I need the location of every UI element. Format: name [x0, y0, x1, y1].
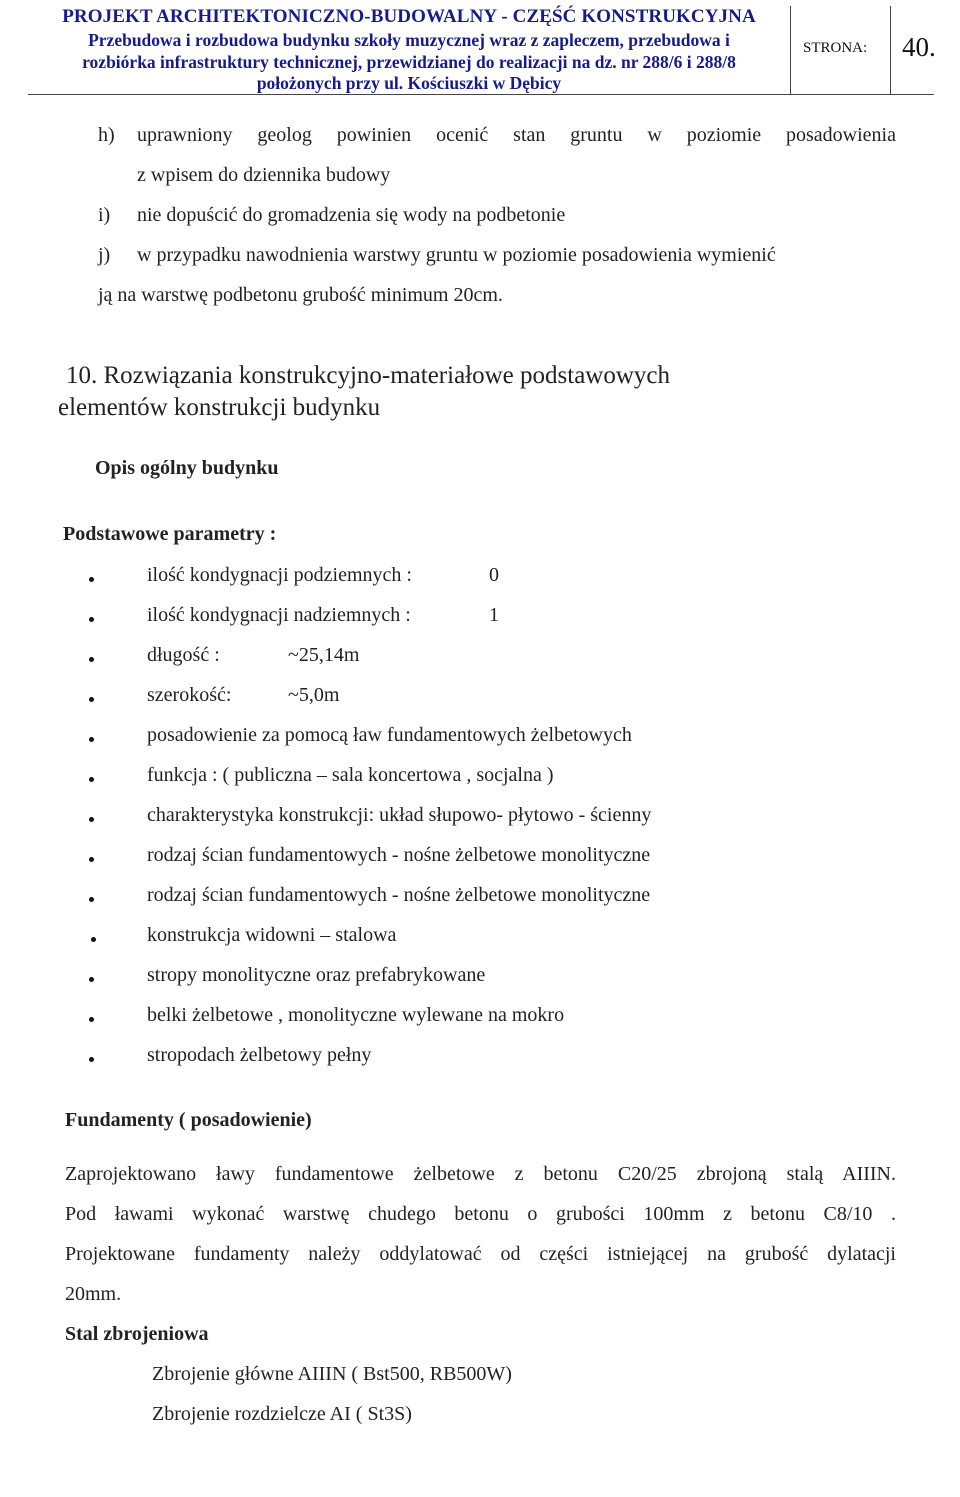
bullet-icon [89, 1057, 94, 1062]
header-divider [790, 6, 791, 94]
list-marker: i) [98, 204, 111, 226]
project-title: PROJEKT ARCHITEKTONICZNO-BUDOWALNY - CZĘŚĆ KONSTRUKCYJNA [62, 6, 756, 27]
param-label: charakterystyka konstrukcji: układ słupowo- płytowo - ścienny [147, 804, 652, 826]
list-item-text: z wpisem do dziennika budowy [137, 164, 391, 186]
param-label: ilość kondygnacji nadziemnych : [147, 604, 411, 626]
header-bottom-rule [28, 94, 934, 95]
list-item-text: w przypadku nawodnienia warstwy gruntu w poziomie posadowienia wymienić [137, 244, 776, 266]
param-label: funkcja : ( publiczna – sala koncertowa , socjalna ) [147, 764, 554, 786]
bullet-icon [89, 977, 94, 982]
page-number: 40. [902, 32, 936, 62]
param-value: ~25,14m [288, 644, 360, 666]
paragraph-line: Zaprojektowano ławy fundamentowe żelbetowe z betonu C20/25 zbrojoną stalą AIIIN. [65, 1163, 896, 1185]
steel-item: Zbrojenie rozdzielcze AI ( St3S) [152, 1403, 412, 1425]
param-label: stropy monolityczne oraz prefabrykowane [147, 964, 486, 986]
list-marker: h) [98, 124, 115, 146]
bullet-icon [89, 657, 94, 662]
list-item-text: nie dopuścić do gromadzenia się wody na podbetonie [137, 204, 566, 226]
param-label: belki żelbetowe , monolityczne wylewane na mokro [147, 1004, 565, 1026]
param-label: szerokość: [147, 684, 232, 706]
bullet-icon [89, 897, 94, 902]
subheading: Opis ogólny budynku [95, 457, 279, 479]
steel-heading: Stal zbrojeniowa [65, 1323, 209, 1345]
section-heading: 10. Rozwiązania konstrukcyjno-materiałowe podstawowych [66, 362, 670, 389]
foundations-heading: Fundamenty ( posadowienie) [65, 1109, 312, 1131]
list-item-text: ją na warstwę podbetonu grubość minimum 20cm. [98, 284, 503, 306]
project-location-line: położonych przy ul. Kościuszki w Dębicy [256, 73, 562, 93]
project-description-line: Przebudowa i rozbudowa budynku szkoły muzycznej wraz z zapleczem, przebudowa i [88, 30, 730, 50]
header-divider [890, 6, 891, 94]
list-item-text: uprawniony geolog powinien ocenić stan gruntu w poziomie posadowienia [137, 124, 896, 146]
param-label: stropodach żelbetowy pełny [147, 1044, 372, 1066]
bullet-icon [89, 577, 94, 582]
param-value: 1 [489, 604, 499, 626]
param-label: rodzaj ścian fundamentowych - nośne żelbetowe monolityczne [147, 884, 651, 906]
bullet-icon [89, 697, 94, 702]
param-label: konstrukcja widowni – stalowa [147, 924, 397, 946]
bullet-icon [89, 777, 94, 782]
param-label: ilość kondygnacji podziemnych : [147, 564, 412, 586]
bullet-icon [91, 937, 96, 942]
paragraph-line: 20mm. [65, 1283, 122, 1305]
param-value: ~5,0m [288, 684, 340, 706]
param-value: 0 [489, 564, 499, 586]
paragraph-line: Pod ławami wykonać warstwę chudego betonu o grubości 100mm z betonu C8/10 . [65, 1203, 896, 1225]
project-description-line: rozbiórka infrastruktury technicznej, przewidzianej do realizacji na dz. nr 288/6 i 288/8 [82, 52, 736, 72]
param-label: posadowienie za pomocą ław fundamentowych żelbetowych [147, 724, 632, 746]
paragraph-line: Projektowane fundamenty należy oddylatować od części istniejącej na grubość dylatacji [65, 1243, 896, 1265]
param-label: rodzaj ścian fundamentowych - nośne żelbetowe monolityczne [147, 844, 651, 866]
steel-item: Zbrojenie główne AIIIN ( Bst500, RB500W) [152, 1363, 512, 1385]
bullet-icon [89, 617, 94, 622]
page-label: STRONA: [803, 40, 868, 56]
section-heading: elementów konstrukcji budynku [58, 394, 381, 421]
bullet-icon [89, 817, 94, 822]
bullet-icon [89, 1017, 94, 1022]
param-label: długość : [147, 644, 220, 666]
bullet-icon [89, 737, 94, 742]
bullet-icon [89, 857, 94, 862]
list-marker: j) [98, 244, 111, 266]
params-heading: Podstawowe parametry : [63, 523, 277, 545]
